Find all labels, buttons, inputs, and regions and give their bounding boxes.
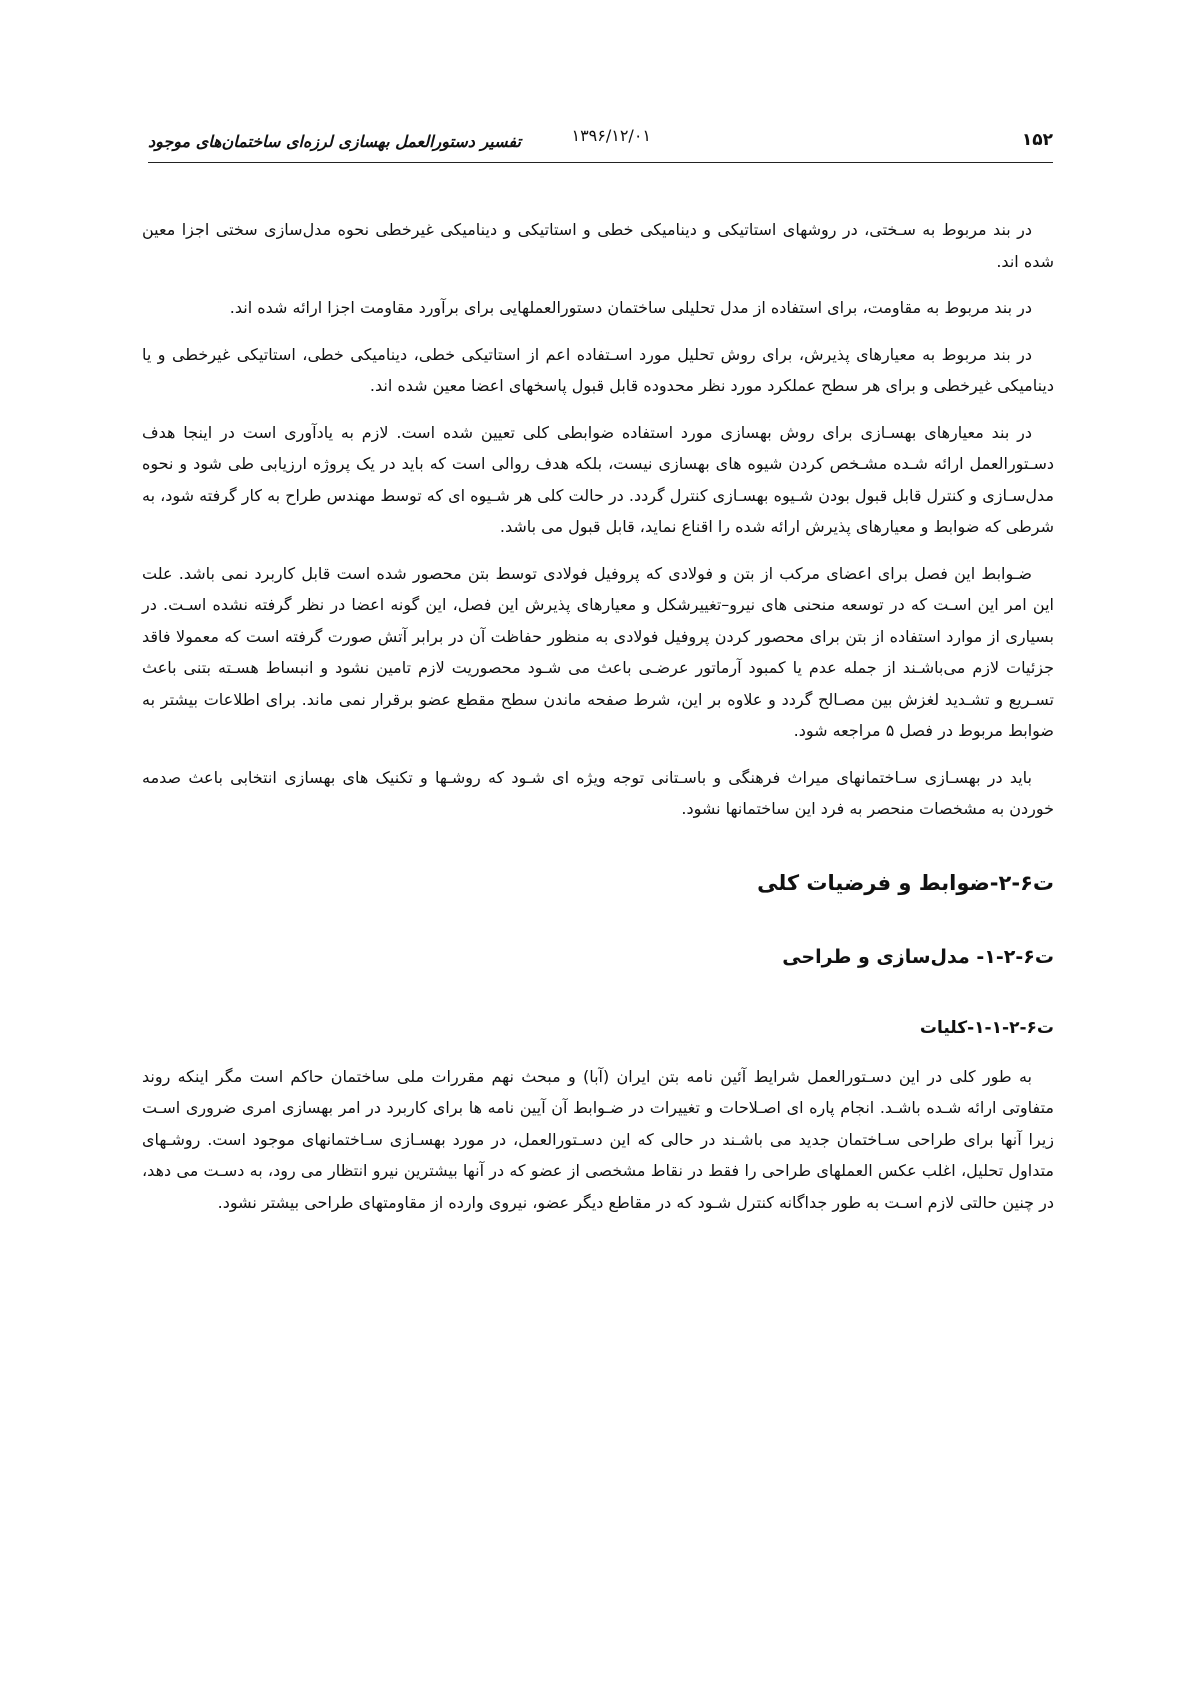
subsection-heading: ت۶-۲-۱- مدل‌سازی و طراحی: [782, 945, 1054, 968]
header-date: ۱۳۹۶/۱۲/۰۱: [571, 126, 651, 145]
paragraph-strength: در بند مربوط به مقاومت، برای استفاده از مدل تحلیلی ساختمان دستورالعملهایی برای برآورد مقاومت اجزا ارائه شده اند.: [229, 298, 1032, 317]
header-divider: [148, 162, 1053, 163]
paragraph-general: به طور کلی در این دسـتورالعمل شرایط آئین نامه بتن ایران (آبا) و مبحث نهم مقررات ملی ساختمان حاکم است مگر اینکه روند متفاوتی ارائه شـده باشـد. انجام پاره ای اصـلاحات و تغییرات در ضـوابط آن آیین نامه ها برای کاربرد در امر بهسازی امری ضروری اسـت زیرا آنها برای طراحی سـاختمان جدید می باشـند در حالی که این دسـتورالعمل، در مورد بهسـازی سـاختمانهای موجود است. روشـهای متداول تحلیل، اغلب عکس العملهای طراحی را فقط در نقاط مشخصی از عضو که در آنها بیشترین نیرو انتظار می رود، به دسـت می دهد، در چنین حالتی لازم اسـت به طور جداگانه کنترل شـود که در مقاطع دیگر عضو، نیروی وارده از مقاومتهای طراحی بیشتر نشود.: [142, 1066, 1054, 1212]
subsubsection-heading: ت۶-۲-۱-۱-کلیات: [919, 1017, 1054, 1038]
page-header: [148, 126, 1053, 166]
running-title: تفسیر دستورالعمل بهسازی لرزه‌ای ساختمان‌های موجود: [148, 132, 521, 151]
paragraph-heritage-buildings: باید در بهسـازی سـاختمانهای میراث فرهنگی و باسـتانی توجه ویژه ای شـود که روشـها و تکنیک های بهسازی انتخابی باعث صدمه خوردن به مشخصات منحصر به فرد این ساختمانها نشود.: [142, 767, 1054, 818]
paragraph-composite-members: ضـوابط این فصل برای اعضای مرکب از بتن و فولادی که پروفیل فولادی توسط بتن محصور شده است قابل کاربرد نمی باشد. علت این امر این اسـت که در توسعه منحنی های نیرو–تغییرشکل و معیارهای پذیرش این فصل، این گونه اعضا در نظر گرفته نشده اسـت. در بسیاری از موارد استفاده از بتن برای محصور کردن پروفیل فولادی به منظور حفاظت آن در برابر آتش صورت گرفته است که معمولا فاقد جزئیات لازم می‌باشـند از جمله عدم یا کمبود آرماتور عرضـی باعث می شـود محصوریت لازم تامین نشود و انبساط هسـته بتنی باعث تسـریع و تشـدید لغزش بین مصـالح گردد و علاوه بر این، شرط صفحه ماندن سطح مقطع عضو برقرار نمی ماند. برای اطلاعات بیشتر به ضوابط مربوط در فصل ۵ مراجعه شود.: [142, 563, 1054, 740]
paragraph-acceptance-criteria: در بند مربوط به معیارهای پذیرش، برای روش تحلیل مورد اسـتفاده اعم از استاتیکی خطی، دینامیکی خطی، استاتیکی غیرخطی و یا دینامیکی غیرخطی و برای هر سطح عملکرد مورد نظر محدوده قابل قبول پاسخهای اعضا معین شده اند.: [142, 344, 1054, 395]
page-number: ۱۵۲: [1021, 130, 1053, 150]
paragraph-rehabilitation-criteria: در بند معیارهای بهسـازی برای روش بهسازی مورد استفاده ضوابطی کلی تعیین شده است. لازم به یادآوری است در اینجا هدف دسـتورالعمل ارائه شـده مشـخص کردن شیوه های بهسازی نیست، بلکه هدف روالی است که باید در یک پروژه ارزیابی طی شود و نحوه مدل‌سـازی و کنترل قابل قبول بودن شـیوه بهسـازی کنترل گردد. در حالت کلی هر شـیوه ای که توسط مهندس طراح به کار گرفته شود، به شرطی که ضوابط و معیارهای پذیرش ارائه شده را اقناع نماید، قابل قبول می باشد.: [142, 422, 1054, 536]
section-heading: ت۶-۲-ضوابط و فرضیات کلی: [757, 870, 1054, 895]
paragraph-stiffness: در بند مربوط به سـختی، در روشهای استاتیکی و دینامیکی خطی و استاتیکی و دینامیکی غیرخطی نحوه مدل‌سازی سختی اجزا معین شده اند.: [142, 220, 1054, 271]
page-body: [142, 214, 1054, 1233]
